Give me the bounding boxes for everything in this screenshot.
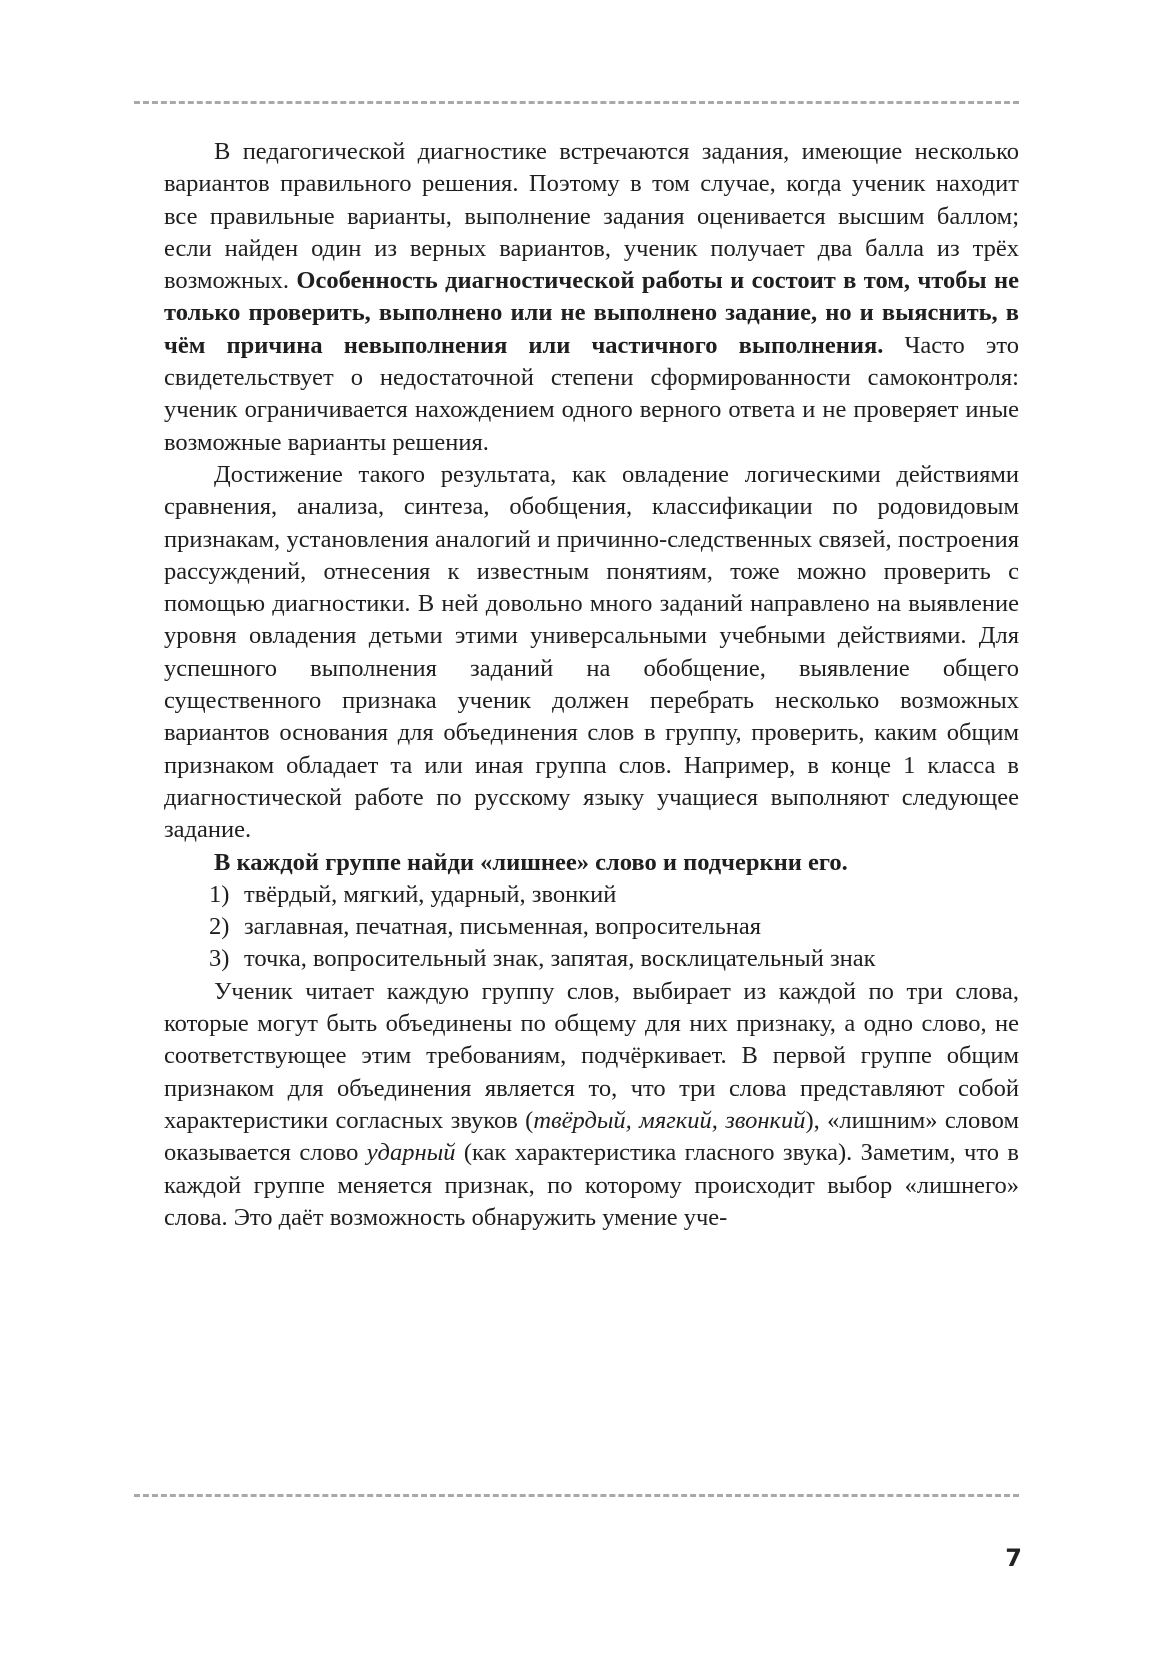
paragraph-2: Достижение такого результата, как овладение логическими действиями сравнения, анализа, синтеза, обобщения, классификации по родовидовым признакам, установления аналогий и причинно-следственных связей, построения рассуждений, отнесения к известным понятиям, тоже можно проверить с помощью диагностики. В ней довольно много заданий направлено на выявление уровня овладения детьми этими универсальными учебными действиями. Для успешного выполнения заданий на обобщение, выявление общего существенного признака ученик должен перебрать несколько возможных вариантов основания для объединения слов в группу, проверить, каким общим признаком обладает та или иная группа слов. Например, в конце 1 класса в диагностической работе по русскому языку учащиеся выполняют следующее задание. [164, 460, 1019, 844]
list-item-number: 3) [209, 945, 230, 973]
page-number: 7 [1005, 1544, 1022, 1572]
list-item-text: твёрдый, мягкий, ударный, звонкий [244, 880, 617, 908]
top-dashed-rule [134, 101, 1019, 104]
paragraph-3-italic-words: твёрдый, мягкий, звонкий [533, 1106, 806, 1134]
paragraph-3 [164, 976, 1019, 1234]
paragraph-1-text-continued: Часто это свидетельствует о недостаточной степени сформированности самоконтроля: ученик ограничивается нахождением одного верного ответа и не проверяет иные возможные варианты решения. [164, 331, 1019, 456]
paragraph-1-text: В педагогической диагностике встречаются задания, имеющие несколько вариантов правильного решения. Поэтому в том случае, когда ученик находит все правильные варианты, выполнение задания оценивается высшим баллом; если найден один из верных вариантов, ученик получает два балла из трёх возможных. [164, 138, 1019, 295]
list-item-text: заглавная, печатная, письменная, вопросительная [244, 913, 762, 941]
paragraph-1 [164, 136, 1019, 459]
list-item-number: 2) [209, 913, 230, 941]
list-item [164, 879, 1019, 911]
list-item [164, 943, 1019, 975]
paragraph-3-text: Ученик читает каждую группу слов, выбирает из каждой по три слова, которые могут быть объединены по общему для них признаку, а одно слово, не соответствующее этим требованиям, подчёркивает. В первой группе общим признаком для объединения является то, что три слова представляют собой характеристики согласных звуков ( [164, 977, 1019, 1134]
paragraph-3-italic-word: ударный [366, 1139, 456, 1167]
bottom-dashed-rule [134, 1494, 1019, 1497]
task-list [164, 879, 1019, 976]
list-item-text: точка, вопросительный знак, запятая, восклицательный знак [244, 945, 876, 973]
paragraph-1-bold-text: Особенность диагностической работы и состоит в том, чтобы не только проверить, выполнено или не выполнено задание, но и выяснить, в чём причина невыполнения или частичного выполнения. [164, 267, 1019, 359]
body-text [164, 136, 1019, 1234]
task-title-text: В каждой группе найди «лишнее» слово и подчеркни его. [214, 848, 848, 876]
task-title [164, 847, 1019, 879]
paragraph-3-text: ), «лишним» словом оказывается слово [164, 1106, 1019, 1167]
list-item [164, 911, 1019, 943]
list-item-number: 1) [209, 880, 230, 908]
paragraph-3-text: (как характеристика гласного звука). Заметим, что в каждой группе меняется признак, по которому происходит выбор «лишнего» слова. Это даёт возможность обнаружить умение уче- [164, 1139, 1019, 1231]
